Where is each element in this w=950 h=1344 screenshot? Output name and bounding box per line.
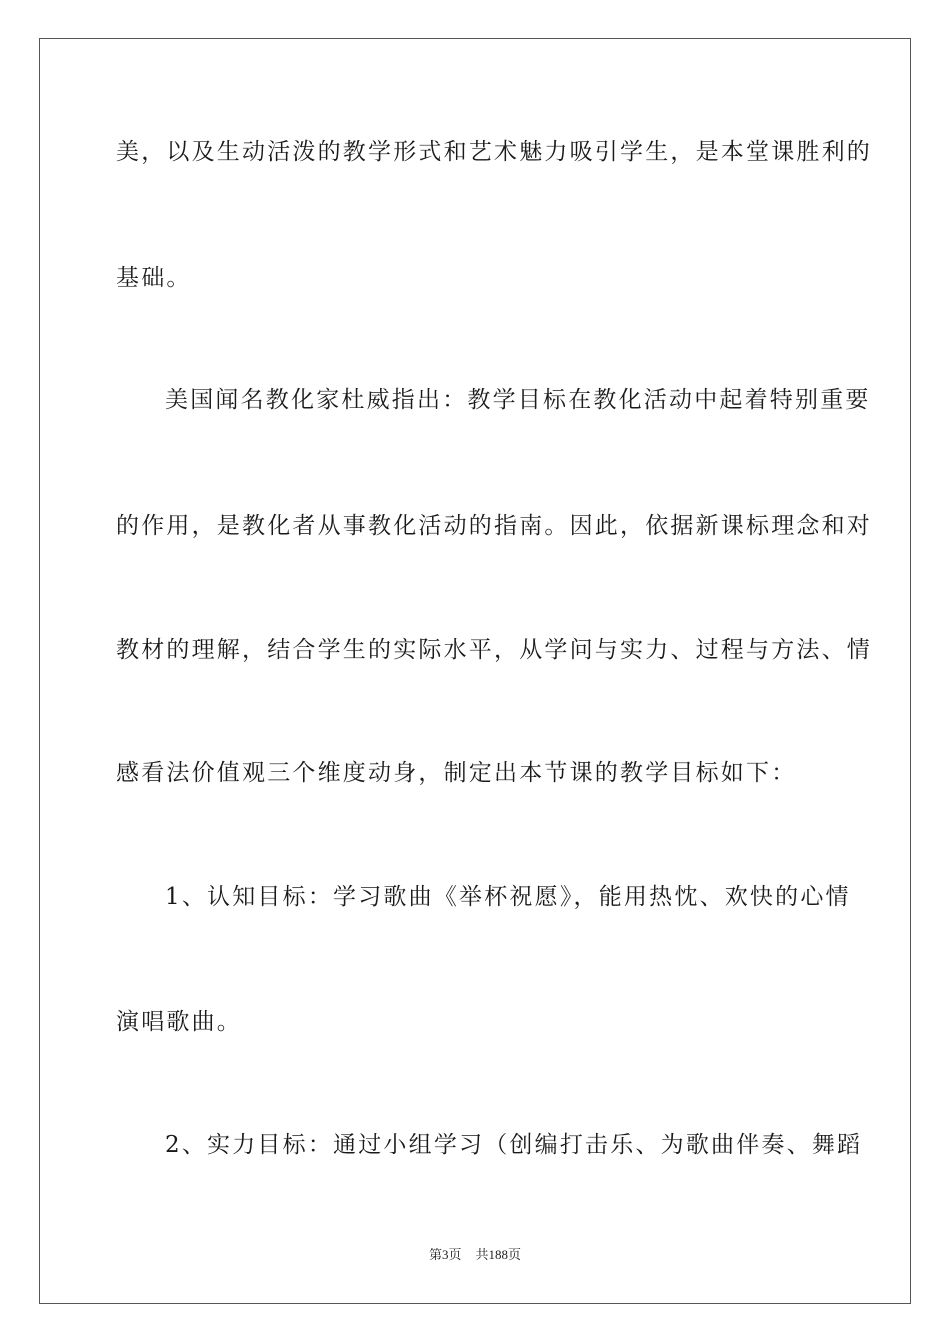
page-total: 共188页 [475,1247,522,1262]
text-line-4: 的作用，是教化者从事教化活动的指南。因此，依据新课标理念和对 [116,513,872,539]
text-line-5: 教材的理解，结合学生的实际水平，从学问与实力、过程与方法、情 [116,637,872,663]
page-footer [0,1246,950,1264]
text-line-7: 1、认知目标：学习歌曲《举杯祝愿》，能用热忱、欢快的心情 [165,884,851,910]
page-number: 第3页 [428,1247,462,1262]
text-line-9: 2、实力目标：通过小组学习（创编打击乐、为歌曲伴奏、舞蹈 [165,1132,863,1158]
text-line-3: 美国闻名教化家杜威指出：教学目标在教化活动中起着特别重要 [165,387,871,413]
text-line-8: 演唱歌曲。 [116,1009,242,1035]
text-line-2: 基础。 [116,265,192,291]
text-line-6: 感看法价值观三个维度动身，制定出本节课的教学目标如下： [116,760,797,786]
page-border [39,38,911,1304]
text-line-1: 美，以及生动活泼的教学形式和艺术魅力吸引学生，是本堂课胜利的 [116,139,872,165]
